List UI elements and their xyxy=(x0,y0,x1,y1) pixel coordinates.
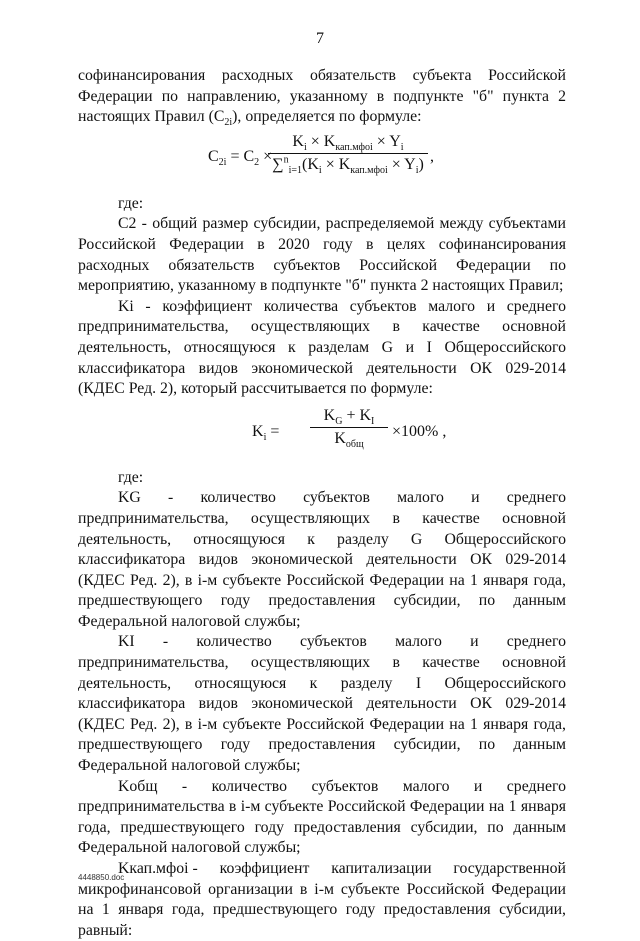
document-filename: 4448850.doc xyxy=(78,873,125,882)
intro-paragraph xyxy=(78,66,566,128)
kkap-word-3: государственной xyxy=(453,860,566,877)
formula-ki-numerator: $K_G + K_I$ xyxy=(310,406,388,429)
kg-definition: KG - количество субъектов малого и среднего предпринимательства, осуществляющих в качестве основной деятельность, относящуюся к разделу G Общероссийского классификатора видов экономической деятельности ОК 029-2014 (КДЕС Ред. 2), в i-м субъекте Российской Федерации на 1 января года, предшествующего году предоставления субсидии, по данным Федеральной налоговой службы; xyxy=(78,489,566,630)
kkap-word-2: капитализации xyxy=(331,860,432,877)
formula-c2i-denominator: $\sum^n_{i=1}(K_i \times K_{кап.мфоi} \times Y_i)$ xyxy=(272,155,424,177)
formula-c2i-numerator: $K_i \times K_{кап.мфоi} \times Y_i$ xyxy=(268,132,428,155)
formula-c2i-tail: , xyxy=(430,147,434,165)
kkap-word-1: коэффициент xyxy=(219,860,310,877)
formula-ki-lhs: $K_i$ = xyxy=(252,422,280,443)
document-body xyxy=(78,66,566,941)
where-label-2: где: xyxy=(118,468,144,486)
intro-line-1: софинансирования расходных обязательств субъекта Российской xyxy=(78,67,566,84)
kkap-symbol: Kкап.мфоi - xyxy=(118,860,198,877)
where-label-1: где: xyxy=(118,194,144,212)
ki-definition: Ki - коэффициент количества субъектов малого и среднего предпринимательства, осуществляющих в качестве основной деятельность, относящуюся к разделам G и I Общероссийского классификатора видов экономической деятельности ОК 029-2014 (КДЕС Ред. 2), который рассчитывается по формуле: xyxy=(78,297,566,398)
c2-definition: С2 - общий размер субсидии, распределяемой между субъектами Российской Федерации в 2020 году в целях софинансирования расходных обязательств субъектов Российской Федерации по мероприятию, указанному в подпункте "б" пункта 2 настоящих Правил; xyxy=(78,215,566,295)
intro-line-3: настоящих Правил $(С_{2i})$, определяется по формуле: xyxy=(78,108,422,129)
ki-section-i-definition: KI - количество субъектов малого и среднего предпринимательства, осуществляющих в качестве основной деятельность, относящуюся к разделу I Общероссийского классификатора видов экономической деятельности ОК 029-2014 (КДЕС Ред. 2), в i-м субъекте Российской Федерации на 1 января года, предшествующего году предоставления субсидии, по данным Федеральной налоговой службы; xyxy=(78,633,566,775)
intro-line-2: Федерации по направлению, указанному в подпункте "б" пункта 2 xyxy=(78,87,566,105)
kobsh-definition: Kобщ - количество субъектов малого и среднего предпринимательства в i-м субъекте Российской Федерации на 1 января года, предшествующего году предоставления субсидии, по данным Федеральной налоговой службы; xyxy=(78,777,566,857)
formula-ki xyxy=(78,406,566,462)
formula-c2i-fraction xyxy=(268,132,428,176)
formula-ki-tail: ×100% , xyxy=(392,422,447,440)
kkap-definition-rest: микрофинансовой организации в i-м субъекте Российской Федерации на 1 января года, предшествующего году предоставления субсидии, равный: xyxy=(78,880,566,939)
page-number: 7 xyxy=(316,30,324,47)
formula-ki-fraction xyxy=(310,406,388,450)
formula-ki-denominator: $K_{общ}$ xyxy=(334,430,364,451)
kkap-definition-first-line xyxy=(78,859,566,880)
formula-c2i-lhs: $С_{2i} = С_2$ × xyxy=(208,147,273,168)
formula-c2i xyxy=(78,132,566,188)
